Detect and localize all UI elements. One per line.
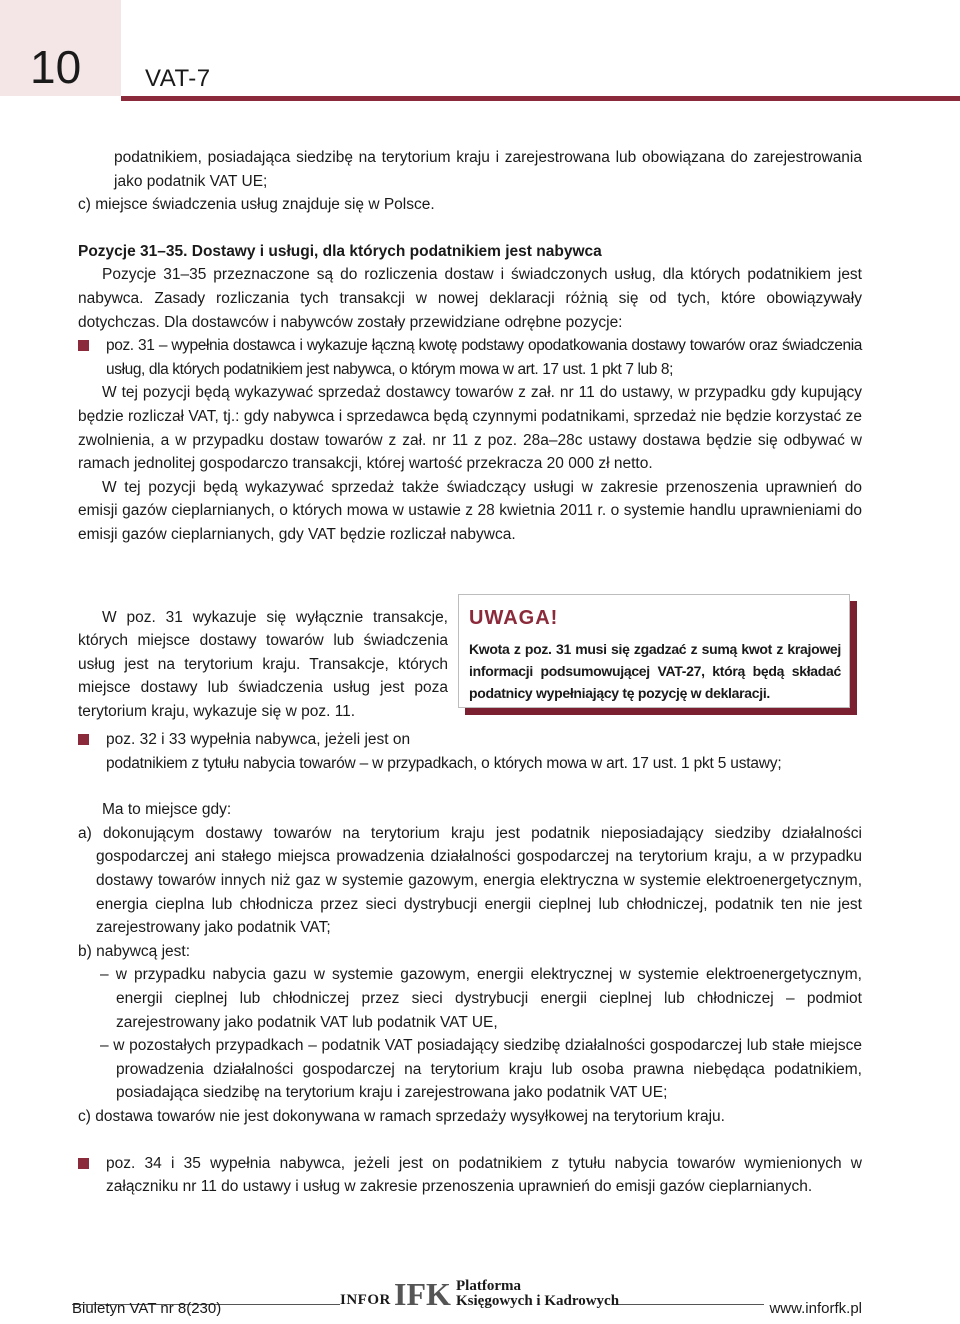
list-item: a) dokonującym dostawy towarów na terytorium kraju jest podatnik nieposiadający siedziby działalności gospodarczej ani stałego miejsca prowadzenia działalności gospodarczej na terytorium kraju, a w przypadku dostawy towarów innych niż gaz w systemie gazowym, energia elektryczna w systemie elektroenergetycznym, energia cieplna lub chłodnicza przez sieci dystrybucji energii cieplnej lub chłodniczej, podatnik ten nie jest zarejestrowany jako podatnik VAT; (78, 824, 862, 937)
list-item: – w przypadku nabycia gazu w systemie gazowym, energii elektrycznej w systemie elektroenergetycznym, energii cieplnej lub chłodniczej przez sieci dystrybucji energii cieplnej lub chłodniczej – podmiot zarejestrowany jako podatnik VAT lub podatnik VAT UE, (100, 966, 862, 1031)
section-heading: Pozycje 31–35. Dostawy i usługi, dla których podatnikiem jest nabywca (78, 242, 602, 260)
note-title: UWAGA! (469, 607, 559, 629)
bullet-item (78, 1152, 862, 1199)
main-text-lower (78, 728, 862, 1199)
bullet-item (78, 728, 862, 775)
logo-line1: Platforma (456, 1278, 521, 1294)
paragraph: Ma to miejsce gdy: (102, 801, 232, 819)
logo-ifk: IFK (394, 1276, 451, 1312)
footer-logo (340, 1276, 620, 1312)
bullet-text: poz. 31 – wypełnia dostawca i wykazuje łączną kwotę podstawy opodatkowania dostawy towarów oraz świadczenia usług, dla których podatnikiem jest nabywca, o którym mowa w art. 17 ust. 1 pkt 7 lub 8; (106, 337, 862, 378)
list-item: – w pozostałych przypadkach – podatnik VAT posiadający siedzibę działalności gospodarczej lub stałe miejsce prowadzenia działalności gospodarczej na terytorium kraju lub osoba prawna niebędąca podatnikiem, posiadająca siedzibę na terytorium kraju i zarejestrowana jako podatnik VAT UE; (100, 1037, 862, 1102)
list-item: b) nabywcą jest: (78, 942, 190, 960)
bullet-square-icon (78, 340, 89, 351)
footer-rule (614, 1304, 764, 1305)
bullet-square-icon (78, 1158, 89, 1169)
paragraph: podatnikiem, posiadająca siedzibę na terytorium kraju i zarejestrowana lub obowiązana do zarejestrowania jako podatnik VAT UE; (114, 149, 862, 190)
paragraph: c) miejsce świadczenia usług znajduje się w Polsce. (78, 196, 435, 214)
logo-infor: INFOR (340, 1292, 391, 1308)
bullet-item (78, 334, 862, 381)
footer-journal: Biuletyn VAT nr 8(230) (72, 1300, 222, 1317)
page-number: 10 (30, 41, 82, 93)
logo-line2: Księgowych i Kadrowych (456, 1293, 620, 1309)
section-title: VAT-7 (145, 65, 211, 92)
list-item: c) dostawa towarów nie jest dokonywana w ramach sprzedaży wysyłkowej na terytorium kraju. (78, 1107, 725, 1125)
bullet-text: poz. 34 i 35 wypełnia nabywca, jeżeli jest on podatnikiem z tytułu nabycia towarów wymienionych w załączniku nr 11 do ustawy i usług w zakresie przenoszenia uprawnień do emisji gazów cieplarnianych. (106, 1154, 862, 1196)
bullet-text: poz. 32 i 33 wypełnia nabywca, jeżeli jest on (106, 731, 411, 748)
paragraph: W tej pozycji będą wykazywać sprzedaż dostawcy towarów z zał. nr 11 do ustawy, w przypadku gdy kupujący będzie rozliczał VAT, tj.: gdy nabywca i sprzedawca będą czynnymi podatnikami, sprzedaż nie będzie korzystać ze zwolnienia, a w przypadku dostaw towarów z zał. nr 11 z poz. 28a–28c ustawy dostawa będzie się odbywać w ramach jednolitej gospodarczo transakcji, której wartość przekracza 20 000 zł netto. (78, 384, 862, 473)
bullet-square-icon (78, 734, 89, 745)
main-text (78, 146, 862, 547)
float-text (78, 590, 448, 739)
bullet-text: podatnikiem z tytułu nabycia towarów – w przypadkach, o których mowa w art. 17 ust. 1 pkt 5 ustawy; (106, 754, 782, 772)
paragraph: Pozycje 31–35 przeznaczone są do rozliczenia dostaw i świadczonych usług, dla których podatnikiem jest nabywca. Zasady rozliczania tych transakcji w nowej deklaracji różnią się od tych, które obowiązywały dotychczas. Dla dostawców i nabywców zostały przewidziane odrębne pozycje: (78, 266, 862, 331)
footer-url[interactable]: www.inforfk.pl (769, 1300, 862, 1317)
header-rule (121, 96, 960, 101)
note-box (458, 594, 850, 708)
note-text: Kwota z poz. 31 musi się zgadzać z sumą kwot z krajowej informacji podsumowującej VAT-27, którą będą składać podatnicy wypełniający tę pozycję w deklaracji. (469, 641, 841, 701)
paragraph: W tej pozycji będą wykazywać sprzedaż także świadczący usługi w zakresie przenoszenia uprawnień do emisji gazów cieplarnianych, o których mowa w ustawie z 28 kwietnia 2011 r. o systemie handlu uprawnieniami do emisji gazów cieplarnianych, gdy VAT będzie rozliczał nabywca. (78, 478, 862, 543)
paragraph: W poz. 31 wykazuje się wyłącznie transakcje, których miejsce dostawy towarów lub świadczenia usług jest na terytorium kraju. Transakcje, których miejsce dostawy lub świadczenia usług jest poza terytorium kraju, wykazuje się w poz. 11. (78, 608, 448, 720)
